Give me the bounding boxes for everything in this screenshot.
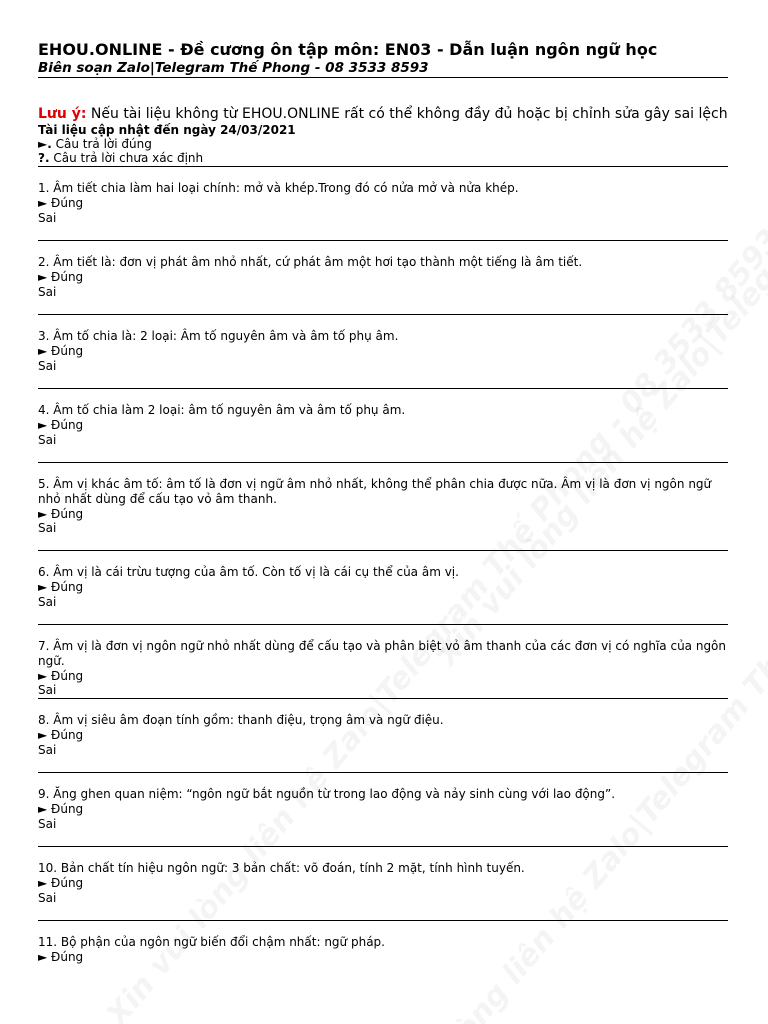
legend-unsure xyxy=(38,151,728,165)
divider xyxy=(38,846,728,847)
answer-false: Sai xyxy=(38,284,57,299)
correct-marker: ►. xyxy=(38,137,52,151)
divider xyxy=(38,550,728,551)
answer-true: ► Đúng xyxy=(38,579,84,594)
answer-true: ► Đúng xyxy=(38,801,84,816)
document-header xyxy=(38,40,728,77)
question-item xyxy=(38,403,728,447)
notice-label: Lưu ý: xyxy=(38,106,87,122)
page-title: EHOU.ONLINE - Đề cương ôn tập môn: EN03 - Dẫn luận ngôn ngữ học xyxy=(38,40,658,59)
answer-false: Sai xyxy=(38,742,57,757)
answer-true: ► Đúng xyxy=(38,343,84,358)
answer-true: ► Đúng xyxy=(38,195,84,210)
divider xyxy=(38,240,728,241)
question-text: 3. Âm tố chia là: 2 loại: Âm tố nguyên âm và âm tố phụ âm. xyxy=(38,329,399,343)
question-item xyxy=(38,787,728,831)
header-divider xyxy=(38,77,728,78)
answer-false: Sai xyxy=(38,521,57,536)
question-text: 10. Bản chất tín hiệu ngôn ngữ: 3 bản chất: võ đoán, tính 2 mặt, tính hình tuyến. xyxy=(38,861,525,875)
notice-line xyxy=(38,105,728,123)
answer-false: Sai xyxy=(38,890,57,905)
question-text: 11. Bộ phận của ngôn ngữ biến đổi chậm nhất: ngữ pháp. xyxy=(38,935,385,949)
divider xyxy=(38,166,728,167)
answer-true: ► Đúng xyxy=(38,875,84,890)
answer-true: ► Đúng xyxy=(38,269,84,284)
question-item xyxy=(38,713,728,757)
page-subtitle: Biên soạn Zalo|Telegram Thế Phong - 08 3533 8593 xyxy=(38,60,429,76)
question-text: 9. Ăng ghen quan niệm: “ngôn ngữ bắt nguồn từ trong lao động và nảy sinh cùng với lao động”. xyxy=(38,787,616,801)
answer-false: Sai xyxy=(38,816,57,831)
legend-correct xyxy=(38,137,728,151)
answer-true: ► Đúng xyxy=(38,668,84,683)
answer-false: Sai xyxy=(38,432,57,447)
question-item xyxy=(38,935,728,965)
question-item xyxy=(38,861,728,905)
answer-false: Sai xyxy=(38,210,57,225)
question-text: 6. Âm vị là cái trừu tượng của âm tố. Còn tố vị là cái cụ thể của âm vị. xyxy=(38,565,459,579)
answer-false: Sai xyxy=(38,358,57,373)
question-text: 5. Âm vị khác âm tố: âm tố là đơn vị ngữ âm nhỏ nhất, không thể phân chia được nữa. Âm vị là đơn vị ngôn ngữ nhỏ nhất dùng để cấu tạo vỏ âm thanh. xyxy=(38,477,712,506)
unsure-marker: ?. xyxy=(38,151,50,165)
question-item xyxy=(38,477,728,536)
divider xyxy=(38,772,728,773)
divider xyxy=(38,920,728,921)
question-item xyxy=(38,181,728,225)
question-item xyxy=(38,639,728,698)
divider xyxy=(38,314,728,315)
answer-true: ► Đúng xyxy=(38,506,84,521)
question-item xyxy=(38,255,728,299)
answer-true: ► Đúng xyxy=(38,949,84,964)
divider xyxy=(38,462,728,463)
unsure-legend-text: Câu trả lời chưa xác định xyxy=(49,151,204,165)
question-item xyxy=(38,329,728,373)
answer-true: ► Đúng xyxy=(38,727,84,742)
answer-false: Sai xyxy=(38,683,57,698)
question-text: 2. Âm tiết là: đơn vị phát âm nhỏ nhất, cứ phát âm một hơi tạo thành một tiếng là âm tiết. xyxy=(38,255,583,269)
divider xyxy=(38,624,728,625)
question-text: 1. Âm tiết chia làm hai loại chính: mở và khép.Trong đó có nửa mở và nửa khép. xyxy=(38,181,519,195)
update-date: Tài liệu cập nhật đến ngày 24/03/2021 xyxy=(38,123,296,137)
divider xyxy=(38,698,728,699)
correct-legend-text: Câu trả lời đúng xyxy=(51,137,152,151)
divider xyxy=(38,388,728,389)
answer-true: ► Đúng xyxy=(38,417,84,432)
notice-text: Nếu tài liệu không từ EHOU.ONLINE rất có thể không đầy đủ hoặc bị chỉnh sửa gây sai lệch xyxy=(86,106,728,122)
notice-block xyxy=(38,105,728,165)
answer-false: Sai xyxy=(38,594,57,609)
question-text: 8. Âm vị siêu âm đoạn tính gồm: thanh điệu, trọng âm và ngữ điệu. xyxy=(38,713,444,727)
question-text: 7. Âm vị là đơn vị ngôn ngữ nhỏ nhất dùng để cấu tạo và phân biệt vỏ âm thanh của các đơn vị có nghĩa của ngôn ngữ. xyxy=(38,639,727,668)
question-text: 4. Âm tố chia làm 2 loại: âm tố nguyên âm và âm tố phụ âm. xyxy=(38,403,406,417)
question-item xyxy=(38,565,728,609)
